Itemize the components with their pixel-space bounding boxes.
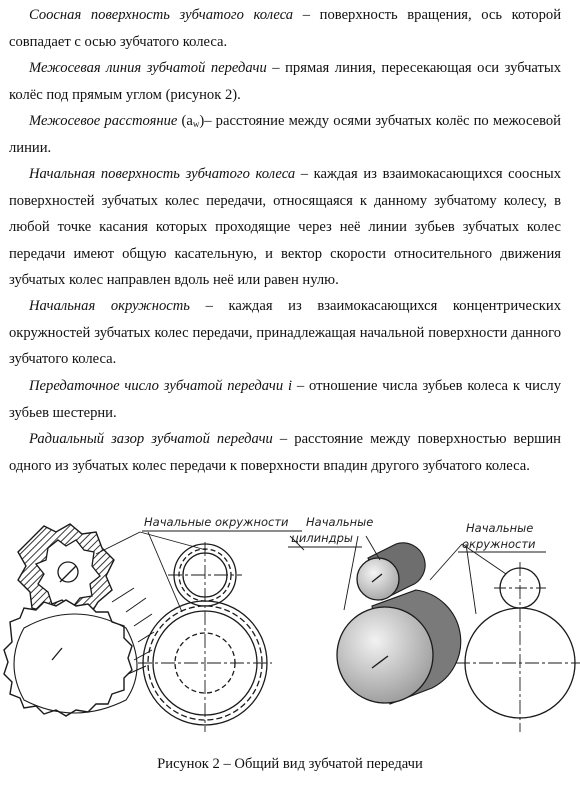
leader-line — [96, 532, 140, 554]
definition-text: – поверхность вращения, ось которой совпадает с осью зубчатого колеса. — [9, 7, 561, 50]
term: Начальная поверхность зубчатого колеса — [29, 166, 296, 182]
definition-center-line — [9, 55, 561, 108]
definition-coaxial-surface — [9, 2, 561, 55]
leader-line — [148, 532, 182, 612]
definition-text: )– расстояние между осями зубчатых колёс по межосевой линии. — [9, 113, 561, 156]
definition-radial-clearance — [9, 426, 561, 479]
label-pitch-circles-left: Начальные окружности — [144, 515, 289, 529]
gear-figure — [0, 510, 580, 745]
term: Соосная поверхность зубчатого колеса — [29, 7, 294, 23]
pitch-cylinders — [290, 536, 461, 704]
large-cylinder-face — [337, 607, 433, 703]
definition-text: – каждая из взаимокасающихся соосных поверхностей зубчатых колес передачи, относящаяся к данному зубчатому колесу, в любой точке касания которых проходящие через неё линии зубьев зубчатых колес передачи имеют общую касательную, и вектор скорости относительного движения зубчатых колес направлен вдоль неё или равен нулю. — [9, 166, 561, 289]
leader-line — [430, 544, 462, 580]
term: Передаточное число зубчатой передачи — [29, 378, 284, 394]
figure-caption: Рисунок 2 – Общий вид зубчатой передачи — [157, 756, 423, 772]
definition-pitch-surface — [9, 161, 561, 294]
definition-text: – отношение числа зубьев колеса к числу зубьев шестерни. — [9, 378, 561, 421]
label-cylinders-line1: Начальные — [306, 515, 374, 529]
symbol-i: i — [288, 378, 293, 394]
small-cylinder-face — [357, 558, 399, 600]
label-cylinders-line2: цилиндры — [291, 531, 353, 545]
definition-gear-ratio — [9, 373, 561, 426]
definition-center-distance — [9, 108, 561, 161]
label-pitch-circles-right-line1: Начальные — [466, 521, 534, 535]
term: Межосевое расстояние — [29, 113, 178, 129]
subscript: w — [192, 119, 200, 129]
term: Межосевая линия зубчатой передачи — [29, 60, 267, 76]
definition-text: – каждая из взаимокасающихся концентрических окружностей зубчатых колес передачи, принадлежащая начальной поверхности данного зубчатого колеса. — [9, 298, 561, 368]
label-pitch-circles-right-line2: окружности — [462, 537, 536, 551]
leader-line — [466, 544, 476, 614]
definition-text: – расстояние между поверхностью вершин одного из зубчатых колес передачи к поверхности впадин другого зубчатого колеса. — [9, 431, 561, 474]
term: Начальная окружность — [29, 298, 190, 314]
definition-pitch-circle — [9, 293, 561, 373]
definition-text-prefix: (a — [177, 113, 193, 129]
leader-line — [140, 532, 206, 550]
definition-text: – прямая линия, пересекающая оси зубчатых колёс под прямым углом (рисунок 2). — [9, 60, 561, 103]
small-gear-hub — [58, 562, 78, 582]
term: Радиальный зазор зубчатой передачи — [29, 431, 273, 447]
gear-3d-sketch — [4, 524, 154, 716]
